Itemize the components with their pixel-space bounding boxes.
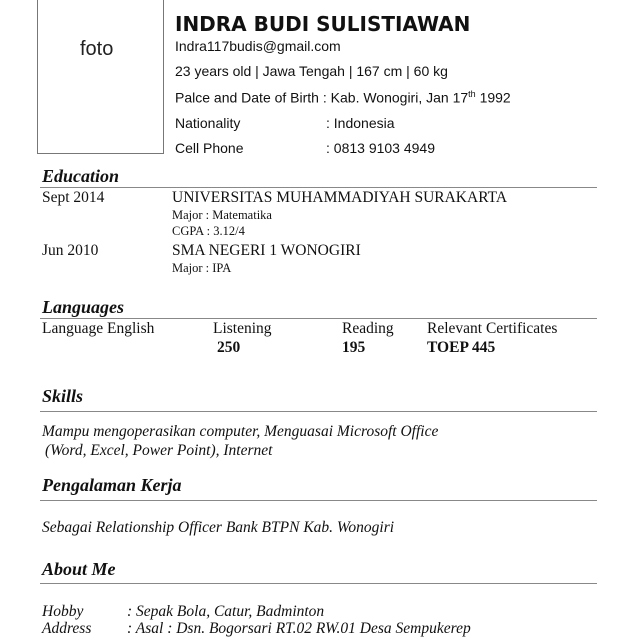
edu-date-1: Sept 2014 bbox=[42, 189, 105, 206]
summary-text: 23 years old | Jawa Tengah | 167 cm | 60 kg bbox=[175, 63, 448, 79]
edu-date-2: Jun 2010 bbox=[42, 242, 99, 259]
certificates-header: Relevant Certificates bbox=[427, 320, 558, 337]
birth-year: 1992 bbox=[479, 89, 511, 106]
about-heading: About Me bbox=[42, 559, 116, 579]
experience-heading: Pengalaman Kerja bbox=[42, 475, 182, 495]
phone-label: Cell Phone bbox=[175, 140, 244, 156]
edu-major-1: Major : Matematika bbox=[172, 208, 272, 222]
email-text: Indra117budis@gmail.com bbox=[175, 38, 341, 54]
skills-divider bbox=[40, 411, 597, 412]
birth-sup: th bbox=[468, 89, 476, 99]
reading-header: Reading bbox=[342, 320, 394, 337]
skills-heading: Skills bbox=[42, 386, 84, 406]
skills-line-2: (Word, Excel, Power Point), Internet bbox=[45, 442, 273, 459]
address-value: : Asal : Dsn. Bogorsari RT.02 RW.01 Desa Sempukerep bbox=[127, 620, 471, 637]
birth-label: Palce and Date of Birth : bbox=[175, 89, 327, 106]
edu-cgpa-1: CGPA : 3.12/4 bbox=[172, 224, 245, 238]
photo-label: foto bbox=[80, 38, 114, 60]
birth-row bbox=[175, 89, 511, 106]
certificate-score: TOEP 445 bbox=[427, 339, 496, 356]
reading-score: 195 bbox=[342, 339, 366, 356]
listening-header: Listening bbox=[213, 320, 272, 337]
skills-line-1: Mampu mengoperasikan computer, Menguasai Microsoft Office bbox=[42, 423, 439, 440]
phone-value: : 0813 9103 4949 bbox=[326, 140, 435, 156]
nationality-value: : Indonesia bbox=[326, 115, 395, 131]
language-label: Language English bbox=[42, 320, 155, 337]
edu-school-1: UNIVERSITAS MUHAMMADIYAH SURAKARTA bbox=[172, 189, 508, 206]
hobby-value: : Sepak Bola, Catur, Badminton bbox=[127, 603, 325, 620]
experience-text: Sebagai Relationship Officer Bank BTPN Kab. Wonogiri bbox=[42, 519, 395, 536]
edu-major-2: Major : IPA bbox=[172, 261, 232, 275]
nationality-label: Nationality bbox=[175, 115, 241, 131]
address-label: Address bbox=[42, 620, 92, 637]
edu-school-2: SMA NEGERI 1 WONOGIRI bbox=[172, 242, 361, 259]
candidate-name: INDRA BUDI SULISTIAWAN bbox=[175, 12, 471, 36]
hobby-label: Hobby bbox=[42, 603, 84, 620]
birth-value: Kab. Wonogiri, Jan 17 bbox=[330, 89, 469, 106]
education-divider bbox=[40, 187, 597, 188]
education-heading: Education bbox=[42, 166, 120, 186]
languages-divider bbox=[40, 318, 597, 319]
photo-placeholder bbox=[37, 0, 164, 154]
languages-heading: Languages bbox=[42, 297, 125, 317]
about-divider bbox=[40, 583, 597, 584]
listening-score: 250 bbox=[217, 339, 241, 356]
experience-divider bbox=[40, 500, 597, 501]
